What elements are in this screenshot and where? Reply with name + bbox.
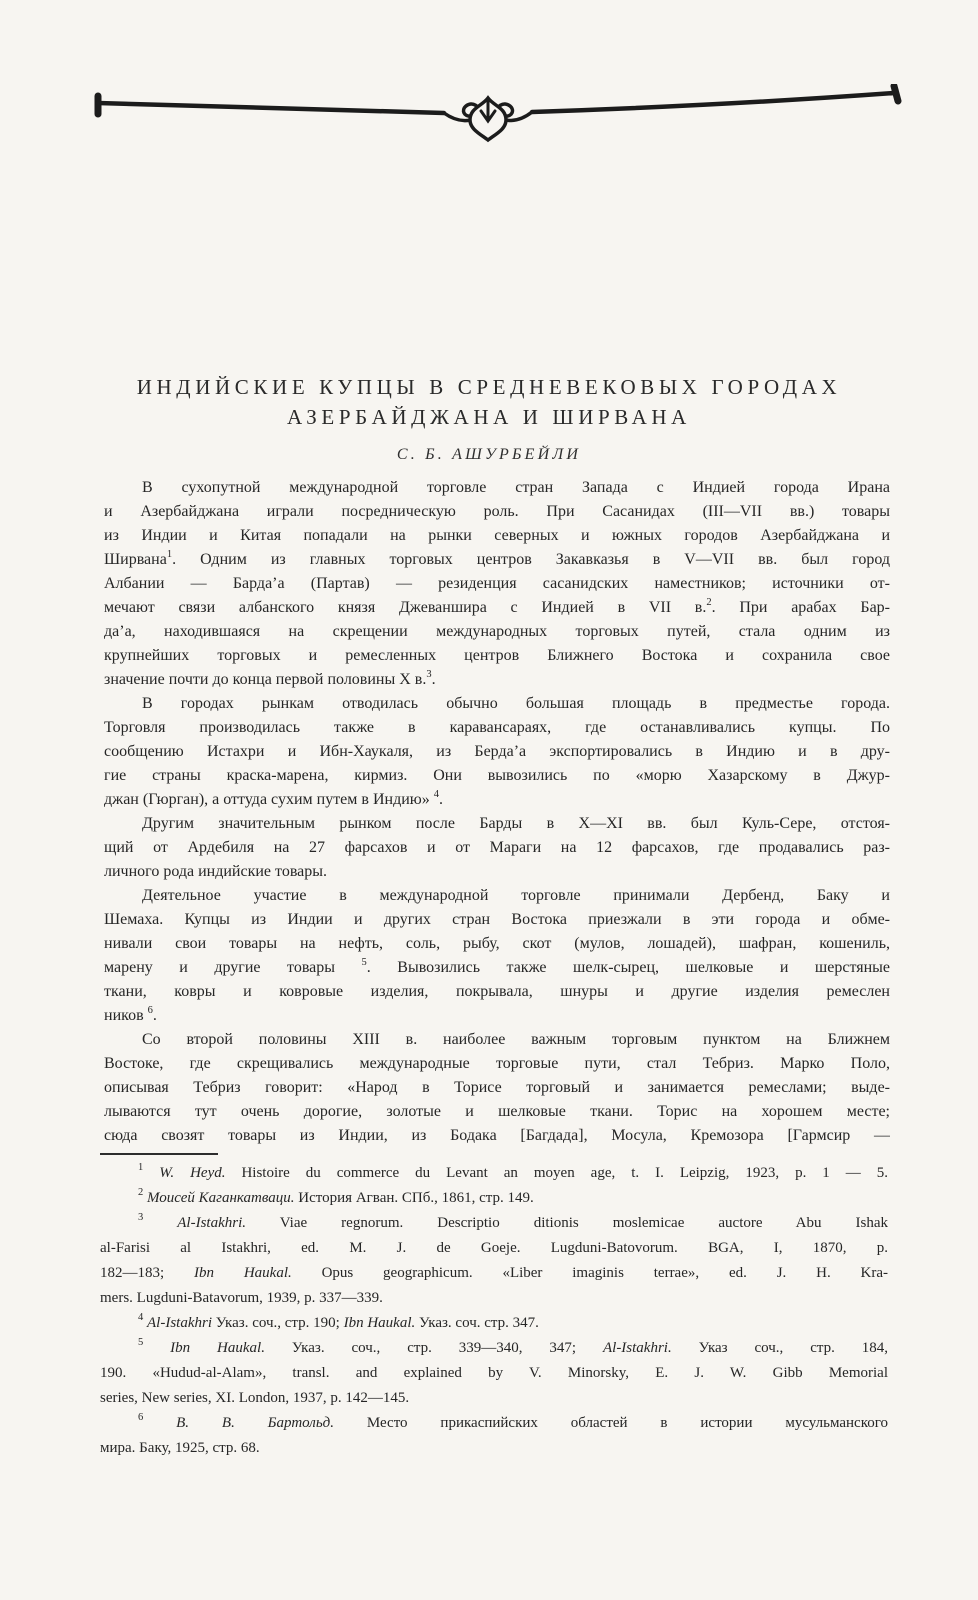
- text-segment: [143, 1165, 159, 1181]
- text-line: [104, 620, 890, 644]
- text-line: [104, 860, 890, 884]
- paragraph: [104, 476, 890, 692]
- text-segment: из Индии и Китая попадали на рынки северных и южных городов Азербайджана и: [104, 527, 890, 544]
- text-segment: История Агван. СПб., 1861, стр. 149.: [294, 1190, 534, 1206]
- text-segment: Ibn Haukal.: [343, 1315, 416, 1331]
- article-author: С. Б. АШУРБЕЙЛИ: [396, 446, 582, 463]
- text-segment: [143, 1340, 170, 1356]
- text-segment: Viae regnorum. Descriptio ditionis moslemicae auctore Abu Ishak: [246, 1215, 888, 1231]
- text-line: [104, 1028, 890, 1052]
- text-line: [104, 692, 890, 716]
- text-segment: ткани, ковры и ковровые изделия, покрывала, шнуры и другие изделия ремеслен: [104, 983, 890, 1000]
- text-segment: [143, 1215, 177, 1231]
- body-text: [104, 476, 890, 1148]
- text-line: [104, 1124, 890, 1148]
- footnote-ref: 1: [138, 1162, 144, 1173]
- text-segment: джан (Гюрган), а оттуда сухим путем в Индию»: [104, 791, 434, 808]
- text-line: [104, 836, 890, 860]
- text-segment: 190. «Hudud-al-Alam», transl. and explained by V. Minorsky, E. J. W. Gibb Memorial: [100, 1365, 888, 1381]
- text-line: [100, 1261, 888, 1286]
- text-segment: [143, 1415, 176, 1431]
- text-segment: . При арабах Бар-: [711, 599, 890, 616]
- footnote-ref: 6: [138, 1412, 144, 1423]
- footnote-ref: 2: [706, 596, 712, 608]
- text-line: [104, 932, 890, 956]
- paragraph: [104, 884, 890, 1028]
- text-segment: лываются тут очень дорогие, золотые и шелковые ткани. Торис на хорошем месте;: [104, 1103, 890, 1120]
- text-segment: мечают связи албанского князя Джеваншира с Индией в VII в.: [104, 599, 707, 616]
- text-line: [100, 1386, 888, 1411]
- text-line: [104, 1052, 890, 1076]
- text-line: [104, 644, 890, 668]
- text-line: [104, 764, 890, 788]
- text-line: [104, 548, 890, 572]
- text-segment: Указ. соч., стр. 190;: [212, 1315, 344, 1331]
- footnote-ref: 1: [166, 548, 173, 560]
- paragraph: [104, 812, 890, 884]
- text-segment: Ibn Haukal.: [170, 1340, 265, 1356]
- text-segment: Другим значительным рынком после Барды в X—XI вв. был Куль-Сере, отстоя-: [142, 815, 890, 832]
- text-line: [104, 908, 890, 932]
- footnote-ref: 4: [433, 788, 439, 800]
- text-segment: щий от Ардебиля на 27 фарсахов и от Мараги на 12 фарсахов, где продавались раз-: [104, 839, 890, 856]
- text-segment: Ibn Haukal.: [194, 1265, 292, 1281]
- text-segment: W. Heyd.: [159, 1165, 226, 1181]
- text-line: [100, 1161, 888, 1186]
- text-line: [104, 956, 890, 980]
- text-line: [104, 716, 890, 740]
- text-segment: крупнейших торговых и ремесленных центров Ближнего Востока и сохранила свое: [104, 647, 890, 664]
- text-line: [100, 1186, 888, 1211]
- footnote-ref: 4: [138, 1312, 144, 1323]
- footnote: [100, 1311, 888, 1336]
- text-segment: сообщению Истахри и Ибн-Хаукаля, из Берда’а экспортировались в Индию и в дру-: [104, 743, 890, 760]
- text-segment: . Одним из главных торговых центров Закавказья в V—VII вв. был город: [172, 551, 890, 568]
- text-segment: В городах рынкам отводилась обычно большая площадь в предместье города.: [142, 695, 890, 712]
- footnote-ref: 5: [138, 1337, 144, 1348]
- text-line: [104, 812, 890, 836]
- text-segment: Шемаха. Купцы из Индии и других стран Востока приезжали в эти города и обме-: [104, 911, 890, 928]
- text-segment: Ширвана: [104, 551, 167, 568]
- text-segment: . Вывозились также шелк-сырец, шелковые и шерстяные: [366, 959, 890, 976]
- text-line: [104, 1004, 890, 1028]
- text-segment: Моисей Каганкатваци.: [147, 1190, 295, 1206]
- text-segment: В. В. Бартольд.: [176, 1415, 334, 1431]
- paragraph: [104, 1028, 890, 1148]
- footnote: [100, 1336, 888, 1411]
- text-segment: личного рода индийские товары.: [104, 863, 328, 880]
- text-segment: .: [431, 671, 436, 688]
- text-line: [100, 1361, 888, 1386]
- footnote: [100, 1161, 888, 1186]
- text-segment: Востоке, где скрещивались международные торговые пути, стал Тебриз. Марко Поло,: [104, 1055, 890, 1072]
- text-line: [100, 1411, 888, 1436]
- article-title-line-2: АЗЕРБАЙДЖАНА И ШИРВАНА: [287, 405, 691, 429]
- text-segment: al-Farisi al Istakhri, ed. M. J. de Goeje. Lugduni-Batovorum. BGA, I, 1870, p.: [100, 1240, 888, 1256]
- footnote-ref: 2: [138, 1187, 144, 1198]
- text-segment: Указ соч., стр. 184,: [671, 1340, 888, 1356]
- text-line: [104, 1100, 890, 1124]
- text-line: [104, 788, 890, 812]
- text-segment: значение почти до конца первой половины X в.: [104, 671, 427, 688]
- text-line: [104, 1076, 890, 1100]
- text-segment: Al-Istakhri: [147, 1315, 212, 1331]
- text-segment: Указ. соч., стр. 339—340, 347;: [264, 1340, 603, 1356]
- text-segment: 182—183;: [100, 1265, 194, 1281]
- text-line: [104, 596, 890, 620]
- text-segment: Торговля производилась также в каравансараях, где останавливались купцы. По: [104, 719, 890, 736]
- footnotes: [100, 1161, 888, 1461]
- text-line: [100, 1311, 888, 1336]
- text-segment: В сухопутной международной торговле стран Запада с Индией города Ирана: [142, 479, 890, 496]
- text-segment: .: [438, 791, 443, 808]
- text-line: [100, 1236, 888, 1261]
- text-segment: описывая Тебриз говорит: «Народ в Торисе торговый и занимается ремеслами; выде-: [104, 1079, 890, 1096]
- text-line: [104, 884, 890, 908]
- text-segment: нивали свои товары на нефть, соль, рыбу, скот (мулов, лошадей), шафран, кошениль,: [104, 935, 890, 952]
- text-segment: сюда свозят товары из Индии, из Бодака [Багдада], Мосула, Кремозора [Гармсир —: [104, 1127, 890, 1144]
- text-line: [104, 980, 890, 1004]
- text-segment: Opus geographicum. «Liber imaginis terrae», ed. J. H. Kra-: [291, 1265, 888, 1281]
- footnote-ref: 6: [147, 1004, 153, 1016]
- footnote: [100, 1211, 888, 1311]
- text-segment: Указ. соч. стр. 347.: [415, 1315, 539, 1331]
- text-segment: series, New series, XI. London, 1937, p. 142—145.: [100, 1390, 410, 1406]
- text-line: [104, 476, 890, 500]
- text-line: [100, 1286, 888, 1311]
- fleuron-icon: [92, 84, 906, 146]
- footnote-ref: 3: [138, 1212, 144, 1223]
- text-line: [104, 524, 890, 548]
- text-segment: Албании — Барда’а (Партав) — резиденция сасанидских наместников; источники от-: [104, 575, 890, 592]
- text-segment: Со второй половины XIII в. наиболее важным торговым пунктом на Ближнем: [142, 1031, 890, 1048]
- paragraph: [104, 692, 890, 812]
- header-ornament-rule: [92, 84, 906, 146]
- text-segment: и Азербайджана играли посредническую роль. При Сасанидах (III—VII вв.) товары: [104, 503, 890, 520]
- footnote-ref: 5: [361, 956, 367, 968]
- text-segment: Al-Istakhri.: [602, 1340, 672, 1356]
- footnote: [100, 1411, 888, 1461]
- text-line: [104, 500, 890, 524]
- text-segment: марену и другие товары: [104, 959, 362, 976]
- text-segment: mers. Lugduni-Batavorum, 1939, p. 337—339.: [100, 1290, 383, 1306]
- text-line: [100, 1336, 888, 1361]
- footnote: [100, 1186, 888, 1211]
- text-segment: ников: [104, 1007, 148, 1024]
- text-segment: да’а, находившаяся на скрещении международных торговых путей, стала одним из: [104, 623, 890, 640]
- footnote-ref: 3: [426, 668, 432, 680]
- text-segment: .: [152, 1007, 157, 1024]
- text-line: [104, 668, 890, 692]
- article-title: [0, 372, 978, 432]
- article-title-line-1: ИНДИЙСКИЕ КУПЦЫ В СРЕДНЕВЕКОВЫХ ГОРОДАХ: [136, 375, 842, 399]
- text-line: [100, 1211, 888, 1236]
- text-segment: Место прикаспийских областей в истории мусульманского: [334, 1415, 888, 1431]
- text-segment: гие страны краска-марена, кирмиз. Они вывозились по «морю Хазарскому в Джур-: [104, 767, 890, 784]
- text-line: [104, 572, 890, 596]
- text-line: [100, 1436, 888, 1461]
- text-segment: мира. Баку, 1925, стр. 68.: [100, 1440, 260, 1456]
- text-segment: Histoire du commerce du Levant an moyen age, t. I. Leipzig, 1923, p. 1 — 5.: [225, 1165, 888, 1181]
- footnote-separator: [100, 1153, 218, 1155]
- text-segment: Деятельное участие в международной торговле принимали Дербенд, Баку и: [142, 887, 890, 904]
- text-line: [104, 740, 890, 764]
- text-segment: Al-Istakhri.: [177, 1215, 247, 1231]
